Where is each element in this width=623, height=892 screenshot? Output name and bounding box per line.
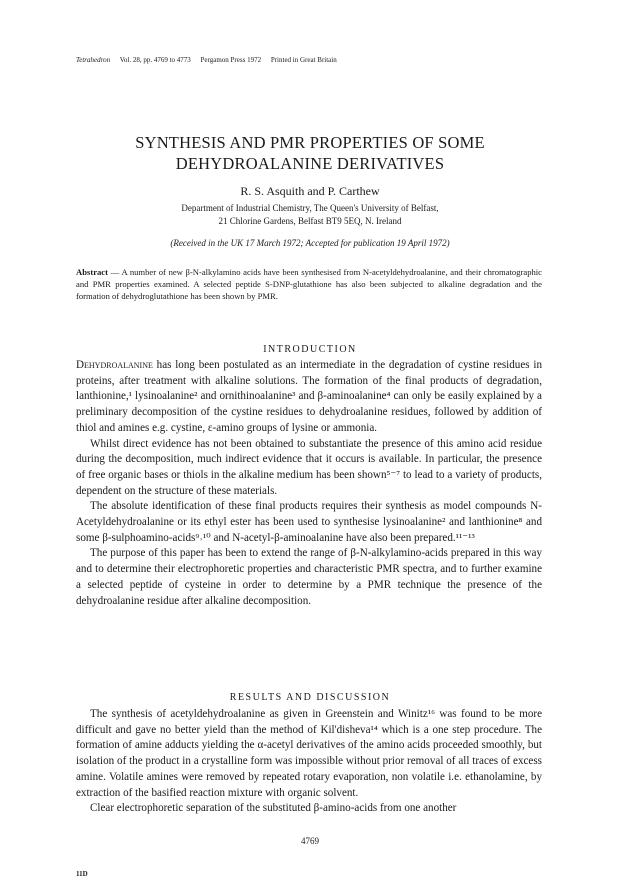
footer-code: 11D bbox=[76, 870, 88, 878]
abstract: Abstract — A number of new β-N-alkylamino acids have been synthesised from N-acetyldehydroalanine, and their chromatographic and PMR properties examined. A selected peptide S-DNP-glutathione has also been subjected to alkaline degradation and the formation of dehydroglutathione has been shown by PMR. bbox=[76, 267, 542, 301]
results-body bbox=[76, 707, 542, 817]
authors: R. S. Asquith and P. Carthew bbox=[240, 184, 380, 198]
affiliation-line-2: 21 Chlorine Gardens, Belfast BT9 5EQ, N. Ireland bbox=[218, 216, 402, 226]
results-heading: RESULTS AND DISCUSSION bbox=[229, 692, 391, 703]
volume-info: Vol. 28, pp. 4769 to 4773 bbox=[119, 56, 191, 64]
publisher: Pergamon Press 1972 bbox=[200, 56, 262, 64]
intro-paragraph-4: The purpose of this paper has been to extend the range of β-N-alkylamino-acids prepared in this way and to determine their electrophoretic properties and characteristic PMR spectra, and to further examine a selected peptide of cysteine in order to determine by a PMR technique the presence of the dehydroalanine residue after alkaline decomposition. bbox=[76, 547, 542, 607]
title-line-1: SYNTHESIS AND PMR PROPERTIES OF SOME bbox=[135, 133, 485, 152]
intro-paragraph-2: Whilst direct evidence has not been obtained to substantiate the presence of this amino acid residue during the decomposition, much indirect evidence that it occurs is available. In particular, the presence of free organic bases or thiols in the alkaline medium has been shown⁵⁻⁷ to lead to a variety of products, dependent on the structure of these materials. bbox=[76, 437, 542, 497]
intro-paragraph-1-text: has long been postulated as an intermediate in the degradation of cystine residues in proteins, after treatment with alkaline solutions. The formation of the final products of degradation, lanthionine,¹ lysinoalanine² and ornithinoalanine³ and β-aminoalanine⁴ can only be easily explained by a preliminary decomposition of the cystine residues to dehydroalanine residues, followed by addition of thiol and amines e.g. cystine, ε-amino groups of lysine or ammonia. bbox=[76, 359, 542, 434]
introduction-heading: INTRODUCTION bbox=[263, 344, 357, 355]
page-number: 4769 bbox=[301, 836, 319, 846]
intro-paragraph-1 bbox=[76, 358, 542, 437]
results-paragraph-2: Clear electrophoretic separation of the substituted β-amino-acids from one another bbox=[90, 802, 457, 815]
abstract-label: Abstract bbox=[76, 267, 108, 277]
printed-info: Printed in Great Britain bbox=[270, 56, 337, 64]
results-paragraph-1: The synthesis of acetyldehydroalanine as given in Greenstein and Winitz¹⁶ was found to be more difficult and gave no better yield than the method of Kil'disheva¹⁴ which is a one step procedure. The formation of amine adducts yielding the α-acetyl derivatives of the amino acids proceeded smoothly, but isolation of the product in a crystalline form was impossible without prior removal of all traces of excess amine. Volatile amines were removed by repeated rotary evaporation, non volatile i.e. ethanolamine, by extraction of the basified reaction mixture with organic solvent. bbox=[76, 708, 542, 799]
affiliation bbox=[60, 202, 560, 228]
running-head bbox=[76, 56, 345, 64]
journal-name: Tetrahedron bbox=[76, 56, 111, 64]
title-line-2: DEHYDROALANINE DERIVATIVES bbox=[175, 154, 445, 173]
intro-paragraph-3: The absolute identification of these final products requires their synthesis as model compounds N-Acetyldehydroalanine or its ethyl ester has been used to synthesise lysinoalanine² and lanthionine⁸ and some β-sulphoamino-acids⁹˒¹⁰ and N-acetyl-β-aminoalanine have also been prepared.¹¹⁻¹³ bbox=[76, 500, 542, 544]
abstract-text: A number of new β-N-alkylamino acids have been synthesised from N-acetyldehydroalanine, and their chromatographic and PMR properties examined. A selected peptide S-DNP-glutathione has also been subjected to alkaline degradation and the formation of dehydroglutathione has been shown by PMR. bbox=[76, 267, 542, 301]
paper-title bbox=[60, 132, 560, 174]
introduction-body bbox=[76, 358, 542, 609]
intro-lead-word: Dehydroalanine bbox=[76, 359, 153, 371]
received-dates: (Received in the UK 17 March 1972; Accepted for publication 19 April 1972) bbox=[170, 238, 450, 248]
affiliation-line-1: Department of Industrial Chemistry, The Queen's University of Belfast, bbox=[181, 203, 439, 213]
